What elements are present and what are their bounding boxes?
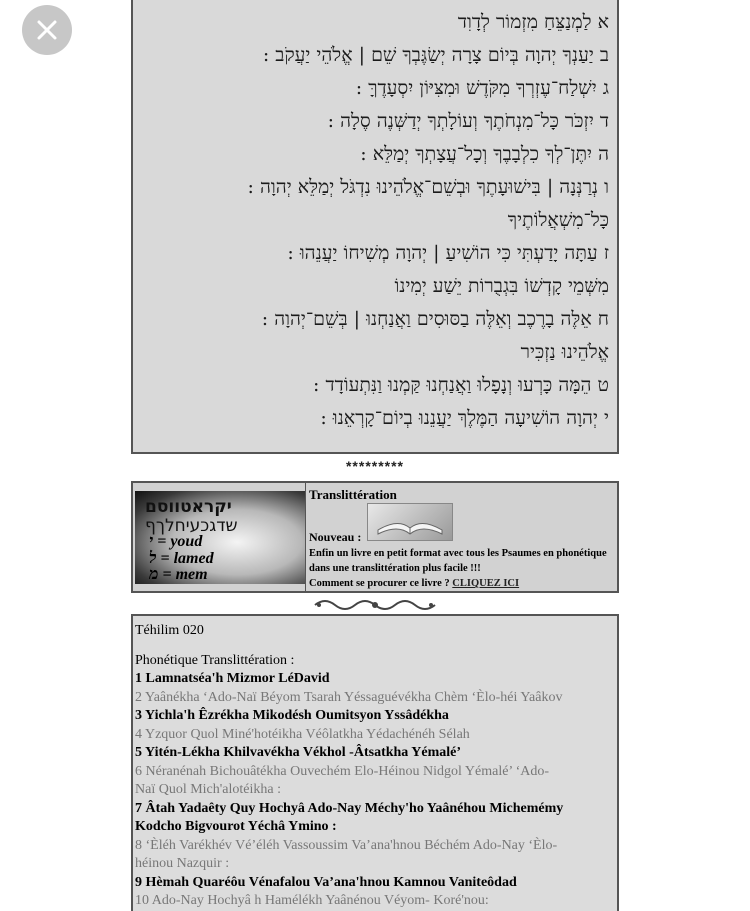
image-hebrew-text: יקראטווסם — [145, 497, 232, 517]
transliteration-line: 6 Néranénah Bichouâtékha Ouvechém Elo-Héinou Nidgol Yémalé’ ‘Ado- — [135, 763, 550, 779]
letter-glyph: מ — [149, 566, 159, 583]
hebrew-verse: כָּל־מִשְׁאֲלוֹתֶיךָ — [507, 209, 609, 231]
image-hebrew-text: שדגכעיחלךף — [145, 516, 238, 536]
promo-title: Translittération — [309, 487, 397, 502]
transliteration-line: 10 Ado-Nay Hochyâ h Hamélékh Yaânénou Véyom- Koré'nou: — [135, 893, 489, 908]
hebrew-verse: ט הֵמָּה כָּרְעוּ וְנָפָלוּ וַאֲנַחְנוּ קַּמְנוּ וַנִּתְעוֹדָד : — [313, 374, 609, 396]
hebrew-verse: י יְהוָה הוֹשִׁיעָה הַמֶּלֶךְ יַעֲנֵנוּ בְיוֹם־קָרְאֵנוּ : — [320, 407, 609, 429]
book-icon — [368, 504, 452, 540]
promo-divider — [305, 483, 306, 591]
transliteration-subtitle: Phonétique Translittération : — [135, 653, 295, 668]
transliteration-box — [131, 614, 619, 911]
transliteration-line: 2 Yaânékha ‘Ado-Naï Béyom Tsarah Yéssaguévékha Chèm ‘Èlo-héi Yaâkov — [135, 689, 563, 705]
letter-name: youd — [170, 533, 203, 550]
book-image[interactable] — [367, 503, 453, 541]
transliteration-line: 3 Yichla'h Êzrékha Mikodésh Oumitsyon Yssâdékha — [135, 708, 449, 723]
transliteration-line: 8 ‘Èléh Varékhév Vé’éléh Vassoussim Va’ana'hnou Béchém Ado-Nay ‘Èlo- — [135, 837, 558, 853]
transliteration-line: Naï Quol Mich'alotéikha : — [135, 782, 281, 797]
cta-question: Comment se procurer ce livre ? — [309, 578, 450, 589]
hebrew-verse: ב יַעַנְךָ יְהוָה בְּיוֹם צָרָה יְשַׂגֶּבְךָ שֵׁם | אֱלֹהֵי יַעֲקֹב : — [262, 44, 609, 66]
psalm-title: Téhilim 020 — [135, 623, 204, 638]
hebrew-verse: ה יִתֶּן־לְךָ כִלְבָבֶךָ וְכָל־עֲצָתְךָ יְמַלֵּא : — [360, 143, 609, 165]
letter-youd: י = youd — [149, 533, 203, 550]
hebrew-verse: ג יִשְׁלַח־עֶזְרְךָ מִקֹּדֶשׁ וּמִצִּיּוֹן יִסְעָדֶךָּ : — [355, 77, 609, 99]
transliteration-line: 7 Âtah Yadaêty Quy Hochyâ Ado-Nay Méchy'ho Yaânéhou Michemémy — [135, 800, 564, 816]
transliteration-line: 1 Lamnatséa'h Mizmor LéDavid — [135, 671, 330, 686]
close-icon — [36, 19, 58, 41]
hebrew-verse: מִשְּׁמֵי קָדְשׁוֹ בִּגְבֻרוֹת יֵשַׁע יְמִינוֹ — [394, 275, 609, 297]
hebrew-verse: א לַמְנַצֵּחַ מִזְמוֹר לְדָוִד — [457, 11, 609, 33]
promo-cta — [309, 576, 617, 591]
hebrew-verse: ז עַתָּה יָדַעְתִּי כִּי הוֹשִׁיעַ | יְהוָה מְשִׁיחוֹ יַעֲנֵהוּ : — [287, 242, 609, 264]
close-button[interactable] — [22, 5, 72, 55]
hebrew-verses — [133, 0, 617, 435]
letter-mem: מ = mem — [149, 566, 208, 583]
promo-panel — [131, 481, 619, 593]
hebrew-alphabet-image[interactable] — [135, 491, 305, 584]
separator-stars: ********* — [345, 458, 405, 474]
transliteration-line: 5 Yitén-Lékha Khilvavékha Vékhol -Âtsatkha Yémalé’ — [135, 745, 462, 760]
letter-lamed: ל = lamed — [149, 550, 214, 567]
promo-text: Enfin un livre en petit format avec tous les Psaumes en phonétique dans une translittération plus facile !!! — [309, 548, 607, 574]
hebrew-verse: ו נְרַנְּנָה | בִּישׁוּעָתֶךָ וּבְשֵׁם־אֱלֹהֵינוּ נִדְגֹּל יְמַלֵּא יְהוָה : — [247, 176, 609, 198]
letter-glyph: י — [149, 533, 154, 550]
transliteration-line: Kodcho Bigvourot Yéchâ Ymino : — [135, 819, 337, 834]
promo-description — [309, 546, 617, 591]
letter-glyph: ל — [149, 550, 157, 567]
hebrew-psalm-box — [131, 0, 619, 454]
transliteration-line: 4 Yzquor Quol Miné'hotéikha Véôlatkha Yédachénéh Sélah — [135, 726, 470, 742]
letter-name: lamed — [173, 550, 214, 567]
hebrew-verse: ד יִזְכֹּר כָּל־מִנְחֹתֶךָ וְעוֹלָתְךָ יְדַשְּׁנֶה סֶלָה : — [327, 110, 609, 132]
promo-nouveau: Nouveau : — [309, 530, 362, 544]
letter-name: mem — [175, 566, 208, 583]
hebrew-verse: אֱלֹהֵינוּ נַזְכִּיר — [520, 341, 609, 363]
hebrew-verse: ח אֵלֶּה בָרֶכֶב וְאֵלֶּה בַסּוּסִים וַאֲנַחְנוּ | בְּשֵׁם־יְהוָה : — [261, 308, 609, 330]
transliteration-lines — [135, 670, 613, 911]
transliteration-line: 9 Hèmah Quaréôu Vénafalou Va’ana'hnou Kamnou Vaniteôdad — [135, 874, 517, 890]
transliteration-line: héinou Nazquir : — [135, 856, 230, 871]
ornament-divider-icon — [311, 596, 439, 614]
cliquez-ici-link[interactable]: CLIQUEZ ICI — [452, 578, 520, 589]
